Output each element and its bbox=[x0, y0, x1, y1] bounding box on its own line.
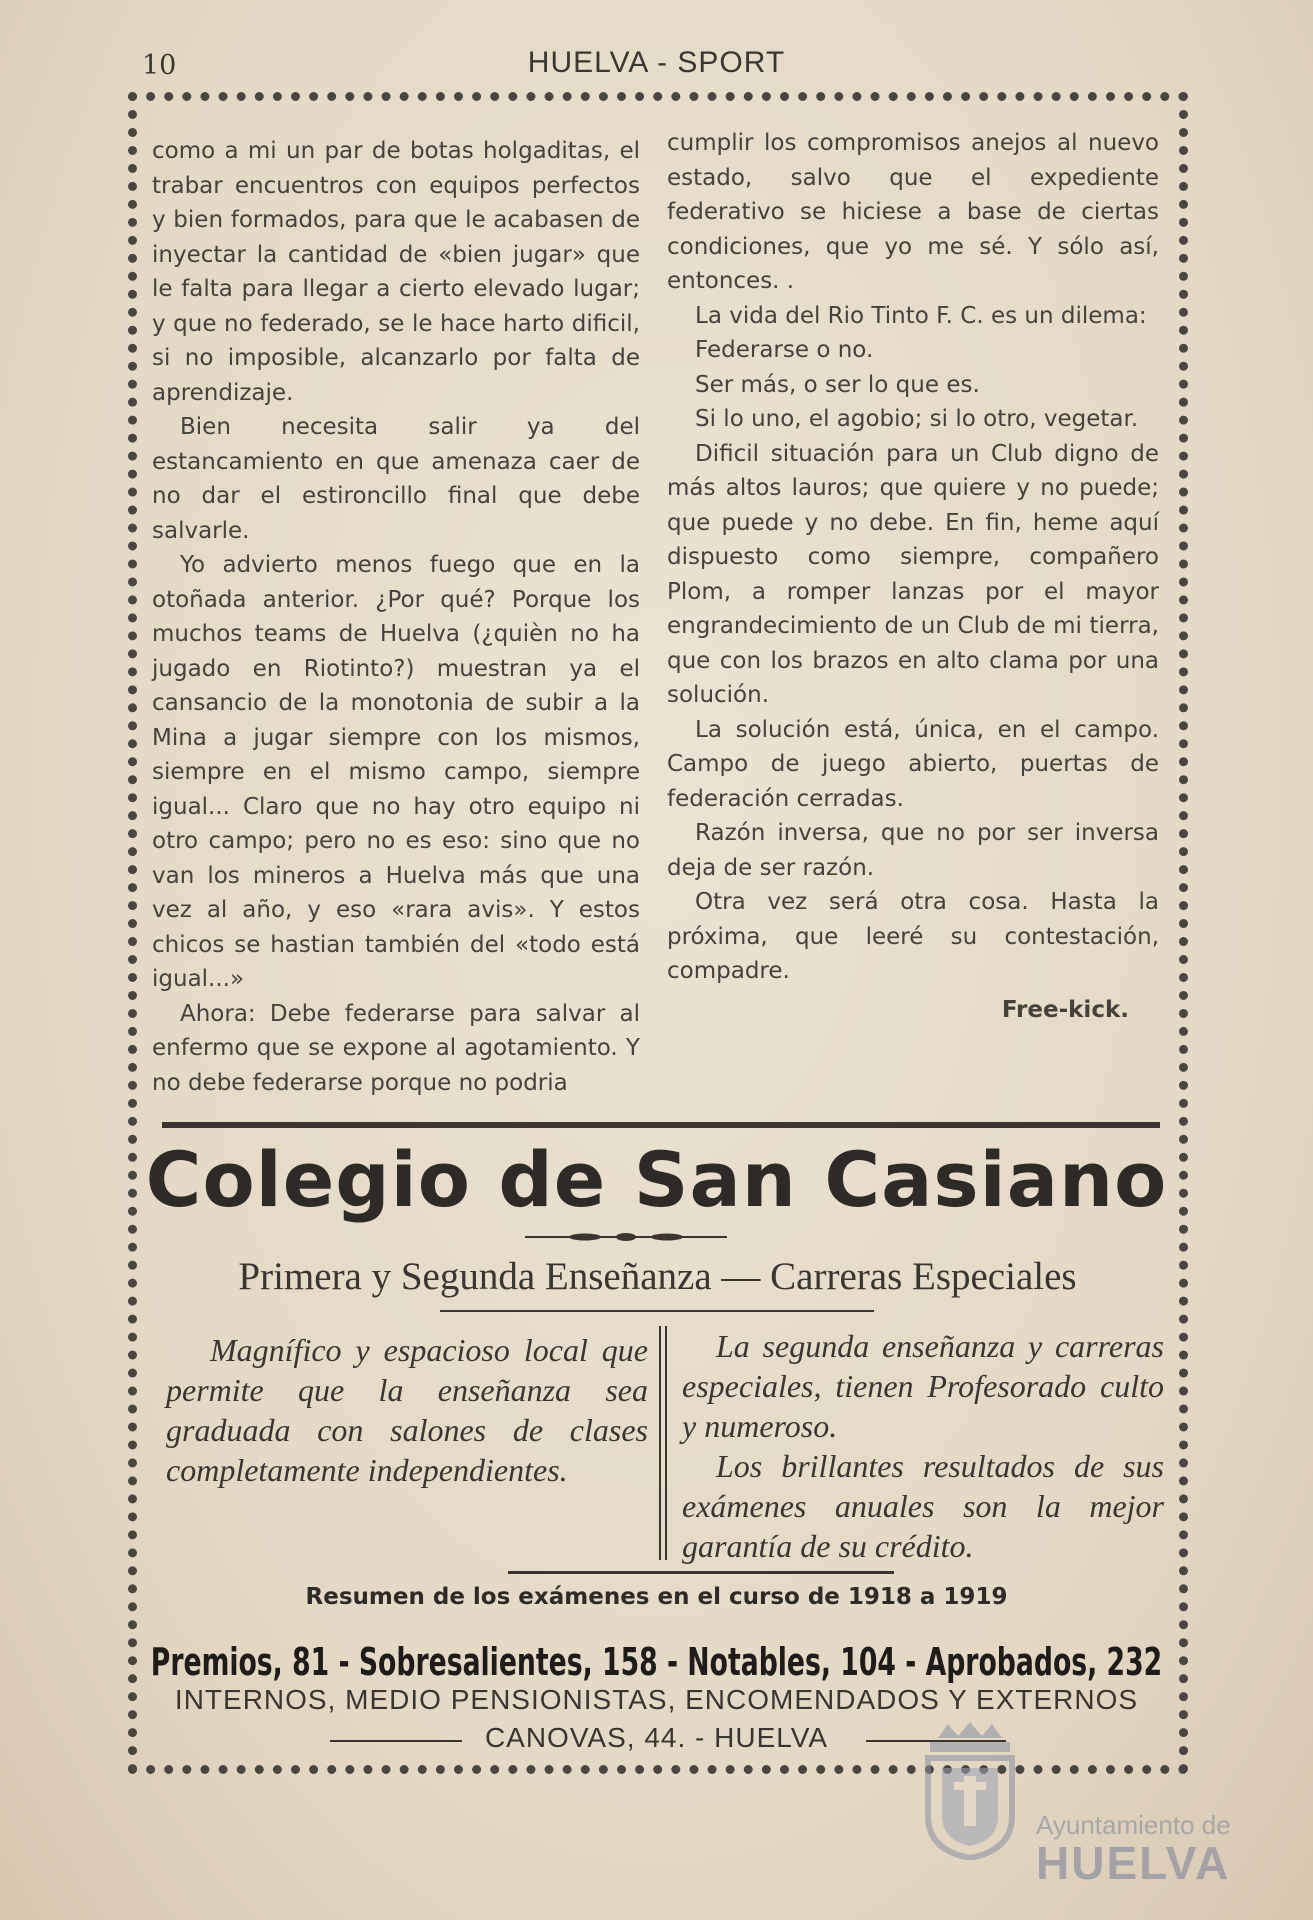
article-paragraph: Dificil situación para un Club digno de más altos lauros; que quiere y no puede; que puede y no debe. En fin, heme aquí dispuesto como siempre, compañero Plom, a romper lanzas por el mayor engrandecimiento de un Club de mi tierra, que con los brazos en alto clama por una solución. bbox=[667, 440, 1159, 708]
page-number: 10 bbox=[142, 50, 177, 81]
article-paragraph: como a mi un par de botas holgaditas, el trabar encuentros con equipos perfectos y bien formados, para que le acabasen de inyectar la cantidad de «bien jugar» que le falta para llegar a cierto elevado lugar; y que no federado, se le hace harto dificil, si no imposible, alcanzarlo por falta de aprendizaje. bbox=[152, 138, 640, 406]
article-paragraph: La vida del Rio Tinto F. C. es un dilema: bbox=[695, 302, 1147, 329]
advert-top-rule bbox=[162, 1122, 1160, 1128]
column-divider bbox=[665, 1326, 667, 1560]
advert-address: CANOVAS, 44. - HUELVA bbox=[484, 1722, 829, 1753]
watermark-line2: HUELVA bbox=[1036, 1837, 1231, 1889]
column-divider bbox=[659, 1326, 661, 1560]
advert-subtitle: Primera y Segunda Enseñanza — Carreras Especiales bbox=[238, 1255, 1077, 1298]
results-summary: Premios, 81 - Sobresalientes, 158 - Notables, 104 - Aprobados, 232 bbox=[150, 1640, 1163, 1684]
city-seal-watermark bbox=[918, 1720, 1022, 1860]
advert-right-paragraph: Los brillantes resultados de sus exámenes anuales son la mejor garantía de su crédito. bbox=[682, 1448, 1164, 1564]
article-paragraph: Razón inversa, que no por ser inversa deja de ser razón. bbox=[667, 820, 1159, 881]
pupil-types: INTERNOS, MEDIO PENSIONISTAS, ENCOMENDADOS Y EXTERNOS bbox=[174, 1684, 1139, 1715]
article-left-column bbox=[152, 134, 640, 1100]
subtitle-rule bbox=[440, 1310, 874, 1312]
advert-left-paragraph: Magnífico y espacioso local que permite que la enseñanza sea graduada con salones de clases completamente independientes. bbox=[166, 1332, 648, 1488]
article-paragraph: cumplir los compromisos anejos al nuevo estado, salvo que el expediente federativo se hiciese a base de ciertas condiciones, que yo me sé. Y sólo así, entonces. . bbox=[667, 130, 1159, 294]
article-paragraph: Otra vez será otra cosa. Hasta la próxima, que leeré su contestación, compadre. bbox=[667, 889, 1159, 984]
article-paragraph: Bien necesita salir ya del estancamiento en que amenaza caer de no dar el estironcillo final que debe salvarle. bbox=[152, 414, 640, 544]
advert-left-text bbox=[166, 1330, 648, 1490]
results-rule bbox=[508, 1571, 894, 1574]
article-signature: Free-kick. bbox=[1001, 996, 1129, 1023]
advert-title: Colegio de San Casiano bbox=[145, 1135, 1168, 1224]
article-right-column bbox=[667, 126, 1159, 1027]
article-paragraph: Ser más, o ser lo que es. bbox=[695, 371, 980, 398]
article-paragraph: La solución está, única, en el campo. Campo de juego abierto, puertas de federación cerradas. bbox=[667, 716, 1159, 812]
advert-right-text bbox=[682, 1326, 1164, 1566]
results-heading: Resumen de los exámenes en el curso de 1918 a 1919 bbox=[305, 1584, 1008, 1610]
advert-right-paragraph: La segunda enseñanza y carreras especiales, tienen Profesorado culto y numeroso. bbox=[682, 1328, 1164, 1444]
ornament-divider bbox=[525, 1232, 727, 1242]
article-paragraph: Ahora: Debe federarse para salvar al enfermo que se expone al agotamiento. Y no debe federarse porque no podria bbox=[152, 1000, 640, 1096]
running-title: HUELVA - SPORT bbox=[527, 46, 786, 79]
article-paragraph: Yo advierto menos fuego que en la otoñada anterior. ¿Por qué? Porque los muchos teams de Huelva (¿quièn no ha jugado en Riotinto?) muestran ya el cansancio de la monotonia de subir a la Mina a jugar siempre con los mismos, siempre en el mismo campo, siempre igual... Claro que no hay otro equipo ni otro campo; pero no es eso: sino que no van los mineros a Huelva más que una vez al año, y eso «rara avis». Y estos chicos se hastian también del «todo está igual...» bbox=[152, 552, 640, 992]
article-paragraph: Si lo uno, el agobio; si lo otro, vegetar. bbox=[695, 406, 1139, 432]
article-paragraph: Federarse o no. bbox=[695, 337, 874, 363]
watermark-line1: Ayuntamiento de bbox=[1036, 1810, 1231, 1840]
